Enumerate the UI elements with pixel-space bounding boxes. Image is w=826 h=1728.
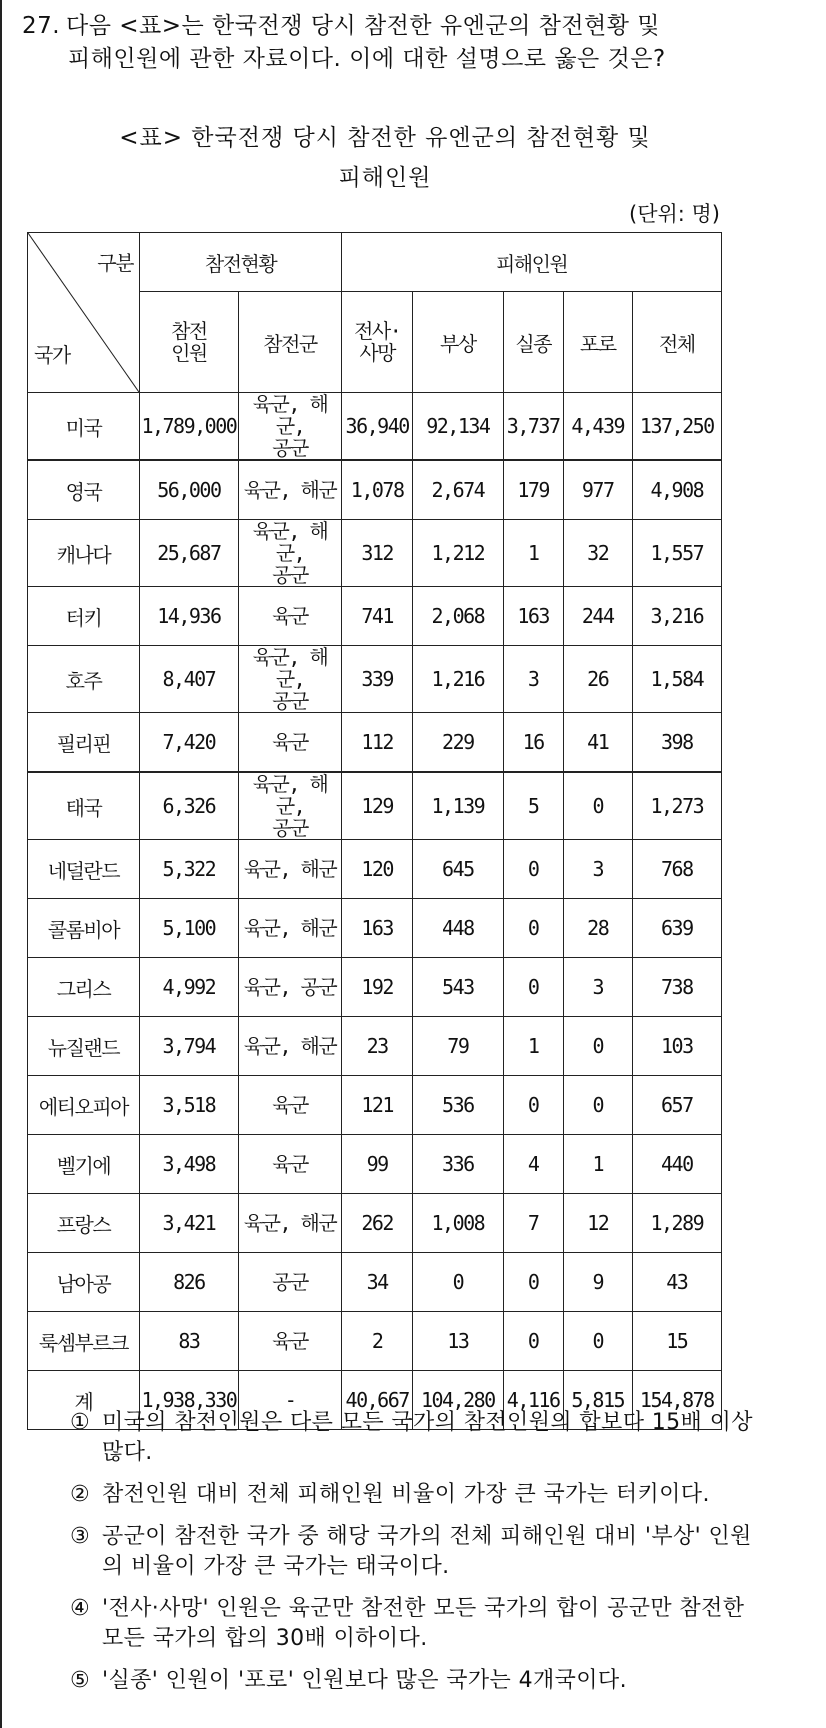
unit-label: (단위: 명) [629, 202, 720, 226]
table-row [28, 520, 722, 587]
question-line-2: 피해인원에 관한 자료이다. 이에 대한 설명으로 옳은 것은? [68, 46, 666, 72]
cell-participants: 14,936 [139, 587, 238, 646]
cell-total: 1,584 [632, 646, 721, 713]
cell-total: 4,908 [632, 460, 721, 520]
cell-forces: 공군 [238, 1253, 341, 1312]
cell-participants: 3,794 [139, 1017, 238, 1076]
cell-wounded: 79 [413, 1017, 503, 1076]
cell-total: 137,250 [632, 393, 721, 461]
cell-wounded: 92,134 [413, 393, 503, 461]
cell-wounded: 1,139 [413, 772, 503, 840]
cell-total: 154,878 [632, 1371, 721, 1430]
cell-total: 768 [632, 840, 721, 899]
cell-missing: 0 [503, 958, 563, 1017]
cell-captured: 5,815 [563, 1371, 632, 1430]
option-text: '실종' 인원이 '포로' 인원보다 많은 국가는 4개국이다. [102, 1668, 627, 1693]
cell-captured: 1 [563, 1135, 632, 1194]
cell-participants: 56,000 [139, 460, 238, 520]
cell-wounded: 536 [413, 1076, 503, 1135]
cell-missing: 16 [503, 713, 563, 773]
table-row [28, 713, 722, 773]
cell-wounded: 229 [413, 713, 503, 773]
cell-forces: 육군, 해군, 공군 [238, 520, 341, 587]
cell-participants: 3,498 [139, 1135, 238, 1194]
option-text: 참전인원 대비 전체 피해인원 비율이 가장 큰 국가는 터키이다. [102, 1482, 710, 1507]
header-killed: 전사· 사망 [342, 292, 413, 393]
answer-options [70, 1408, 770, 1708]
cell-wounded: 104,280 [413, 1371, 503, 1430]
cell-forces: - [238, 1371, 341, 1430]
cell-wounded: 1,216 [413, 646, 503, 713]
cell-total: 639 [632, 899, 721, 958]
cell-participants: 4,992 [139, 958, 238, 1017]
option-4[interactable] [70, 1594, 770, 1654]
table-row [28, 772, 722, 840]
cell-missing: 1 [503, 1017, 563, 1076]
cell-missing: 179 [503, 460, 563, 520]
cell-participants: 1,789,000 [139, 393, 238, 461]
table-row [28, 1312, 722, 1371]
cell-country: 네덜란드 [28, 840, 140, 899]
cell-killed: 34 [342, 1253, 413, 1312]
cell-country: 터키 [28, 587, 140, 646]
table-row [28, 646, 722, 713]
cell-missing: 3 [503, 646, 563, 713]
cell-missing: 3,737 [503, 393, 563, 461]
cell-participants: 5,322 [139, 840, 238, 899]
cell-total: 1,557 [632, 520, 721, 587]
cell-captured: 0 [563, 1076, 632, 1135]
cell-participants: 6,326 [139, 772, 238, 840]
cell-total: 103 [632, 1017, 721, 1076]
cell-captured: 4,439 [563, 393, 632, 461]
option-1[interactable] [70, 1408, 770, 1468]
table-row [28, 1194, 722, 1253]
cell-killed: 120 [342, 840, 413, 899]
header-row-1 [28, 233, 722, 292]
option-text: '전사·사망' 인원은 육군만 참전한 모든 국가의 합이 공군만 참전한 모든 국가의 합의 30배 이하이다. [102, 1596, 745, 1651]
header-participation: 참전현황 [139, 233, 341, 292]
cell-forces: 육군, 해군 [238, 1194, 341, 1253]
table-body [28, 393, 722, 1430]
cell-country: 뉴질랜드 [28, 1017, 140, 1076]
cell-killed: 312 [342, 520, 413, 587]
cell-participants: 5,100 [139, 899, 238, 958]
header-captured: 포로 [563, 292, 632, 393]
cell-participants: 8,407 [139, 646, 238, 713]
cell-captured: 244 [563, 587, 632, 646]
cell-wounded: 645 [413, 840, 503, 899]
cell-killed: 192 [342, 958, 413, 1017]
cell-participants: 826 [139, 1253, 238, 1312]
cell-total: 657 [632, 1076, 721, 1135]
cell-captured: 0 [563, 1017, 632, 1076]
cell-missing: 0 [503, 899, 563, 958]
cell-forces: 육군 [238, 1135, 341, 1194]
table-row [28, 1135, 722, 1194]
cell-wounded: 1,212 [413, 520, 503, 587]
table-row [28, 958, 722, 1017]
corner-header-cell [28, 233, 140, 393]
option-text: 미국의 참전인원은 다른 모든 국가의 참전인원의 합보다 15배 이상 많다. [102, 1410, 753, 1465]
cell-missing: 0 [503, 1312, 563, 1371]
cell-killed: 121 [342, 1076, 413, 1135]
cell-country: 호주 [28, 646, 140, 713]
cell-killed: 36,940 [342, 393, 413, 461]
cell-wounded: 13 [413, 1312, 503, 1371]
cell-captured: 977 [563, 460, 632, 520]
cell-total: 440 [632, 1135, 721, 1194]
cell-country: 태국 [28, 772, 140, 840]
cell-killed: 40,667 [342, 1371, 413, 1430]
header-total: 전체 [632, 292, 721, 393]
cell-participants: 3,518 [139, 1076, 238, 1135]
table-row [28, 393, 722, 461]
cell-forces: 육군 [238, 1312, 341, 1371]
cell-total: 43 [632, 1253, 721, 1312]
cell-wounded: 2,674 [413, 460, 503, 520]
question-number: 27. [22, 13, 61, 39]
cell-killed: 339 [342, 646, 413, 713]
option-3[interactable] [70, 1522, 770, 1582]
corner-label-bottom: 국가 [34, 343, 70, 367]
cell-killed: 741 [342, 587, 413, 646]
cell-missing: 0 [503, 840, 563, 899]
cell-participants: 1,938,330 [139, 1371, 238, 1430]
cell-killed: 1,078 [342, 460, 413, 520]
cell-country: 영국 [28, 460, 140, 520]
cell-participants: 83 [139, 1312, 238, 1371]
option-2[interactable] [70, 1480, 770, 1510]
cell-missing: 0 [503, 1076, 563, 1135]
cell-wounded: 0 [413, 1253, 503, 1312]
cell-country: 에티오피아 [28, 1076, 140, 1135]
cell-captured: 41 [563, 713, 632, 773]
cell-wounded: 1,008 [413, 1194, 503, 1253]
cell-country: 그리스 [28, 958, 140, 1017]
cell-country: 캐나다 [28, 520, 140, 587]
cell-participants: 7,420 [139, 713, 238, 773]
cell-participants: 25,687 [139, 520, 238, 587]
cell-forces: 육군, 해군 [238, 899, 341, 958]
option-marker: ④ [70, 1596, 91, 1621]
cell-forces: 육군, 해군, 공군 [238, 646, 341, 713]
option-marker: ① [70, 1410, 91, 1435]
question-stem [22, 10, 812, 76]
option-5[interactable] [70, 1666, 770, 1696]
cell-total: 3,216 [632, 587, 721, 646]
header-damage: 피해인원 [342, 233, 722, 292]
cell-captured: 3 [563, 958, 632, 1017]
cell-missing: 5 [503, 772, 563, 840]
cell-captured: 3 [563, 840, 632, 899]
cell-country: 프랑스 [28, 1194, 140, 1253]
option-marker: ⑤ [70, 1668, 91, 1693]
cell-country: 필리핀 [28, 713, 140, 773]
table-title-line-1: <표> 한국전쟁 당시 참전한 유엔군의 참전현황 및 [119, 125, 651, 151]
cell-forces: 육군, 해군, 공군 [238, 772, 341, 840]
table-title-line-2: 피해인원 [338, 165, 432, 191]
cell-killed: 163 [342, 899, 413, 958]
cell-missing: 4 [503, 1135, 563, 1194]
cell-wounded: 2,068 [413, 587, 503, 646]
table-row [28, 587, 722, 646]
cell-captured: 0 [563, 772, 632, 840]
cell-captured: 12 [563, 1194, 632, 1253]
cell-killed: 262 [342, 1194, 413, 1253]
table-row [28, 460, 722, 520]
option-marker: ② [70, 1482, 91, 1507]
cell-killed: 129 [342, 772, 413, 840]
page-left-border [0, 0, 2, 1728]
cell-missing: 7 [503, 1194, 563, 1253]
cell-country: 미국 [28, 393, 140, 461]
cell-forces: 육군 [238, 587, 341, 646]
cell-captured: 28 [563, 899, 632, 958]
table-row [28, 1017, 722, 1076]
data-table [27, 232, 722, 1430]
header-wounded: 부상 [413, 292, 503, 393]
cell-country: 콜롬비아 [28, 899, 140, 958]
cell-killed: 23 [342, 1017, 413, 1076]
cell-killed: 2 [342, 1312, 413, 1371]
cell-country: 남아공 [28, 1253, 140, 1312]
header-missing: 실종 [503, 292, 563, 393]
cell-country: 룩셈부르크 [28, 1312, 140, 1371]
option-marker: ③ [70, 1524, 91, 1549]
cell-missing: 1 [503, 520, 563, 587]
cell-captured: 26 [563, 646, 632, 713]
cell-forces: 육군, 해군 [238, 840, 341, 899]
cell-total: 398 [632, 713, 721, 773]
question-line-1: 다음 <표>는 한국전쟁 당시 참전한 유엔군의 참전현황 및 [66, 13, 661, 39]
cell-missing: 4,116 [503, 1371, 563, 1430]
cell-forces: 육군, 해군 [238, 1017, 341, 1076]
cell-forces: 육군 [238, 713, 341, 773]
cell-missing: 0 [503, 1253, 563, 1312]
cell-forces: 육군, 공군 [238, 958, 341, 1017]
cell-missing: 163 [503, 587, 563, 646]
cell-country: 벨기에 [28, 1135, 140, 1194]
cell-total: 1,273 [632, 772, 721, 840]
cell-killed: 99 [342, 1135, 413, 1194]
cell-participants: 3,421 [139, 1194, 238, 1253]
cell-total: 738 [632, 958, 721, 1017]
cell-captured: 32 [563, 520, 632, 587]
cell-total: 1,289 [632, 1194, 721, 1253]
cell-captured: 9 [563, 1253, 632, 1312]
cell-country: 계 [28, 1371, 140, 1430]
cell-wounded: 543 [413, 958, 503, 1017]
table-row [28, 840, 722, 899]
header-participants: 참전 인원 [139, 292, 238, 393]
header-forces: 참전군 [238, 292, 341, 393]
cell-forces: 육군, 해군, 공군 [238, 393, 341, 461]
cell-killed: 112 [342, 713, 413, 773]
cell-captured: 0 [563, 1312, 632, 1371]
table-row [28, 1253, 722, 1312]
table-row [28, 899, 722, 958]
cell-forces: 육군 [238, 1076, 341, 1135]
corner-label-top: 구분 [97, 251, 133, 275]
cell-wounded: 448 [413, 899, 503, 958]
cell-wounded: 336 [413, 1135, 503, 1194]
option-text: 공군이 참전한 국가 중 해당 국가의 전체 피해인원 대비 '부상' 인원의 비율이 가장 큰 국가는 태국이다. [102, 1524, 752, 1579]
cell-forces: 육군, 해군 [238, 460, 341, 520]
cell-total: 15 [632, 1312, 721, 1371]
table-row [28, 1076, 722, 1135]
